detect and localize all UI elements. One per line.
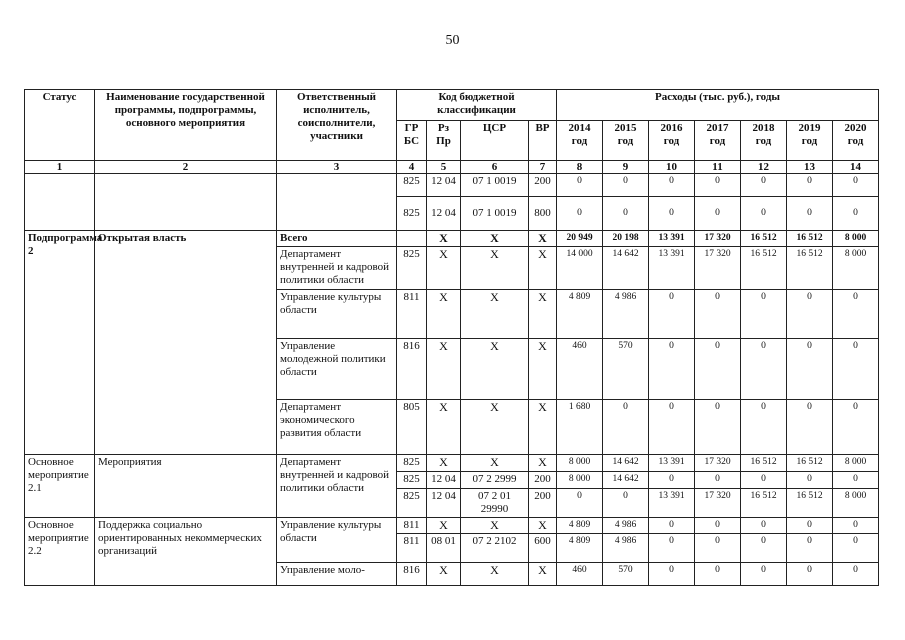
rzpr-cell: 12 04	[427, 489, 461, 518]
col-num: 7	[529, 161, 557, 174]
grbs-cell: 825	[397, 197, 427, 231]
value-cell: 0	[649, 339, 695, 400]
vr-cell: 200	[529, 174, 557, 197]
executor-cell: Всего	[277, 231, 397, 247]
value-cell: 0	[557, 174, 603, 197]
value-cell: 0	[695, 290, 741, 339]
name-cell: Мероприятия	[95, 455, 277, 518]
value-cell: 0	[833, 400, 879, 455]
status-cell: Основное мероприятие 2.2	[25, 518, 95, 586]
value-cell: 460	[557, 563, 603, 586]
grbs-cell: 811	[397, 534, 427, 563]
grbs-cell: 825	[397, 247, 427, 290]
name-cell: Открытая власть	[95, 231, 277, 455]
rzpr-cell: 12 04	[427, 197, 461, 231]
rzpr-cell: 12 04	[427, 472, 461, 489]
value-cell: 0	[833, 563, 879, 586]
csr-cell: 07 1 0019	[461, 174, 529, 197]
value-cell: 0	[695, 197, 741, 231]
header-grbs: ГР БС	[397, 121, 427, 161]
header-status: Статус	[25, 90, 95, 161]
value-cell: 16 512	[741, 231, 787, 247]
grbs-cell: 825	[397, 174, 427, 197]
value-cell: 570	[603, 563, 649, 586]
table-row	[25, 231, 879, 247]
value-cell: 8 000	[833, 247, 879, 290]
value-cell: 0	[695, 472, 741, 489]
vr-cell: 800	[529, 197, 557, 231]
value-cell: 14 642	[603, 455, 649, 472]
value-cell: 0	[557, 197, 603, 231]
value-cell: 0	[833, 339, 879, 400]
value-cell: 13 391	[649, 489, 695, 518]
header-csr: ЦСР	[461, 121, 529, 161]
header-rzpr: Рз Пр	[427, 121, 461, 161]
header-year: 2014 год	[557, 121, 603, 161]
col-num: 3	[277, 161, 397, 174]
header-year: 2018 год	[741, 121, 787, 161]
csr-cell: 07 2 2102	[461, 534, 529, 563]
value-cell: 14 642	[603, 472, 649, 489]
col-num: 12	[741, 161, 787, 174]
value-cell: 4 809	[557, 290, 603, 339]
executor-cell: Департамент внутренней и кадровой политики области	[277, 247, 397, 290]
value-cell: 0	[649, 563, 695, 586]
executor-cell: Департамент внутренней и кадровой политики области	[277, 455, 397, 518]
col-num: 6	[461, 161, 529, 174]
vr-cell: X	[529, 563, 557, 586]
csr-cell: 07 1 0019	[461, 197, 529, 231]
executor-cell: Департамент экономического развития области	[277, 400, 397, 455]
rzpr-cell: 12 04	[427, 174, 461, 197]
value-cell: 8 000	[833, 455, 879, 472]
header-expenses: Расходы (тыс. руб.), годы	[557, 90, 879, 121]
budget-table	[24, 89, 879, 586]
value-cell: 0	[649, 534, 695, 563]
value-cell: 16 512	[787, 231, 833, 247]
value-cell: 4 986	[603, 534, 649, 563]
header-year: 2015 год	[603, 121, 649, 161]
value-cell: 0	[695, 518, 741, 534]
value-cell: 0	[741, 472, 787, 489]
header-year: 2020 год	[833, 121, 879, 161]
vr-cell: X	[529, 339, 557, 400]
header-name: Наименование государственной программы, подпрограммы, основного мероприятия	[95, 90, 277, 161]
executor-cell: Управление молодежной политики области	[277, 339, 397, 400]
value-cell: 0	[649, 174, 695, 197]
value-cell: 17 320	[695, 231, 741, 247]
value-cell: 0	[833, 290, 879, 339]
grbs-cell: 825	[397, 489, 427, 518]
status-cell: Подпрограмма 2	[25, 231, 95, 455]
value-cell: 16 512	[787, 455, 833, 472]
rzpr-cell: X	[427, 563, 461, 586]
page-number: 50	[445, 33, 460, 48]
rzpr-cell: X	[427, 247, 461, 290]
value-cell: 13 391	[649, 231, 695, 247]
value-cell: 0	[603, 489, 649, 518]
value-cell: 0	[741, 290, 787, 339]
value-cell: 16 512	[741, 455, 787, 472]
column-number-row	[25, 161, 879, 174]
header-row-1	[25, 90, 879, 121]
grbs-cell: 805	[397, 400, 427, 455]
csr-cell: X	[461, 247, 529, 290]
value-cell: 0	[787, 472, 833, 489]
value-cell: 4 809	[557, 534, 603, 563]
status-cell: Основное мероприятие 2.1	[25, 455, 95, 518]
value-cell: 0	[695, 174, 741, 197]
name-cell	[95, 174, 277, 231]
value-cell: 0	[833, 197, 879, 231]
vr-cell: X	[529, 400, 557, 455]
value-cell: 0	[787, 290, 833, 339]
value-cell: 0	[695, 400, 741, 455]
rzpr-cell: X	[427, 400, 461, 455]
rzpr-cell: X	[427, 455, 461, 472]
value-cell: 0	[741, 197, 787, 231]
value-cell: 16 512	[787, 247, 833, 290]
value-cell: 8 000	[833, 489, 879, 518]
vr-cell: X	[529, 247, 557, 290]
value-cell: 0	[787, 518, 833, 534]
value-cell: 0	[695, 563, 741, 586]
table-row	[25, 518, 879, 534]
value-cell: 8 000	[557, 472, 603, 489]
col-num: 2	[95, 161, 277, 174]
value-cell: 0	[741, 518, 787, 534]
value-cell: 0	[649, 400, 695, 455]
value-cell: 20 949	[557, 231, 603, 247]
executor-cell: Управление моло-	[277, 563, 397, 586]
name-cell: Поддержка социально ориентированных некоммерческих организаций	[95, 518, 277, 586]
header-year: 2019 год	[787, 121, 833, 161]
col-num: 10	[649, 161, 695, 174]
value-cell: 570	[603, 339, 649, 400]
vr-cell: 200	[529, 489, 557, 518]
grbs-cell: 811	[397, 518, 427, 534]
executor-cell: Управление культуры области	[277, 518, 397, 563]
value-cell: 4 986	[603, 518, 649, 534]
rzpr-cell: X	[427, 518, 461, 534]
header-year: 2017 год	[695, 121, 741, 161]
header-vr: ВР	[529, 121, 557, 161]
rzpr-cell: X	[427, 231, 461, 247]
value-cell: 0	[741, 534, 787, 563]
rzpr-cell: X	[427, 339, 461, 400]
value-cell: 0	[741, 563, 787, 586]
value-cell: 0	[787, 339, 833, 400]
csr-cell: X	[461, 231, 529, 247]
value-cell: 13 391	[649, 247, 695, 290]
col-num: 1	[25, 161, 95, 174]
table-row	[25, 455, 879, 472]
value-cell: 14 642	[603, 247, 649, 290]
header-budget-code: Код бюджетной классификации	[397, 90, 557, 121]
vr-cell: X	[529, 455, 557, 472]
executor-cell	[277, 174, 397, 231]
value-cell: 0	[649, 472, 695, 489]
csr-cell: X	[461, 455, 529, 472]
value-cell: 0	[833, 472, 879, 489]
value-cell: 13 391	[649, 455, 695, 472]
value-cell: 0	[649, 197, 695, 231]
value-cell: 4 809	[557, 518, 603, 534]
value-cell: 0	[603, 174, 649, 197]
value-cell: 16 512	[741, 247, 787, 290]
csr-cell: 07 2 2999	[461, 472, 529, 489]
value-cell: 0	[833, 518, 879, 534]
grbs-cell: 816	[397, 339, 427, 400]
value-cell: 0	[833, 174, 879, 197]
col-num: 4	[397, 161, 427, 174]
grbs-cell: 825	[397, 472, 427, 489]
value-cell: 16 512	[741, 489, 787, 518]
value-cell: 8 000	[557, 455, 603, 472]
value-cell: 4 986	[603, 290, 649, 339]
value-cell: 0	[603, 400, 649, 455]
value-cell: 0	[649, 290, 695, 339]
grbs-cell: 816	[397, 563, 427, 586]
vr-cell: 600	[529, 534, 557, 563]
value-cell: 17 320	[695, 247, 741, 290]
col-num: 11	[695, 161, 741, 174]
csr-cell: 07 2 01 29990	[461, 489, 529, 518]
csr-cell: X	[461, 563, 529, 586]
csr-cell: X	[461, 518, 529, 534]
vr-cell: X	[529, 518, 557, 534]
col-num: 14	[833, 161, 879, 174]
grbs-cell: 825	[397, 455, 427, 472]
rzpr-cell: 08 01	[427, 534, 461, 563]
value-cell: 0	[787, 563, 833, 586]
value-cell: 8 000	[833, 231, 879, 247]
value-cell: 0	[741, 339, 787, 400]
csr-cell: X	[461, 290, 529, 339]
value-cell: 1 680	[557, 400, 603, 455]
value-cell: 14 000	[557, 247, 603, 290]
value-cell: 20 198	[603, 231, 649, 247]
value-cell: 0	[695, 339, 741, 400]
rzpr-cell: X	[427, 290, 461, 339]
vr-cell: X	[529, 231, 557, 247]
header-year: 2016 год	[649, 121, 695, 161]
value-cell: 0	[787, 174, 833, 197]
value-cell: 0	[695, 534, 741, 563]
grbs-cell	[397, 231, 427, 247]
value-cell: 0	[833, 534, 879, 563]
col-num: 13	[787, 161, 833, 174]
table-row	[25, 174, 879, 197]
status-cell	[25, 174, 95, 231]
value-cell: 0	[741, 174, 787, 197]
vr-cell: X	[529, 290, 557, 339]
value-cell: 0	[603, 197, 649, 231]
col-num: 8	[557, 161, 603, 174]
value-cell: 0	[649, 518, 695, 534]
csr-cell: X	[461, 339, 529, 400]
value-cell: 0	[787, 400, 833, 455]
csr-cell: X	[461, 400, 529, 455]
value-cell: 0	[741, 400, 787, 455]
col-num: 9	[603, 161, 649, 174]
value-cell: 0	[787, 534, 833, 563]
value-cell: 17 320	[695, 455, 741, 472]
executor-cell: Управление культуры области	[277, 290, 397, 339]
value-cell: 0	[787, 197, 833, 231]
header-executor: Ответственный исполнитель, соисполнители, участники	[277, 90, 397, 161]
value-cell: 17 320	[695, 489, 741, 518]
col-num: 5	[427, 161, 461, 174]
value-cell: 16 512	[787, 489, 833, 518]
value-cell: 0	[557, 489, 603, 518]
grbs-cell: 811	[397, 290, 427, 339]
value-cell: 460	[557, 339, 603, 400]
vr-cell: 200	[529, 472, 557, 489]
